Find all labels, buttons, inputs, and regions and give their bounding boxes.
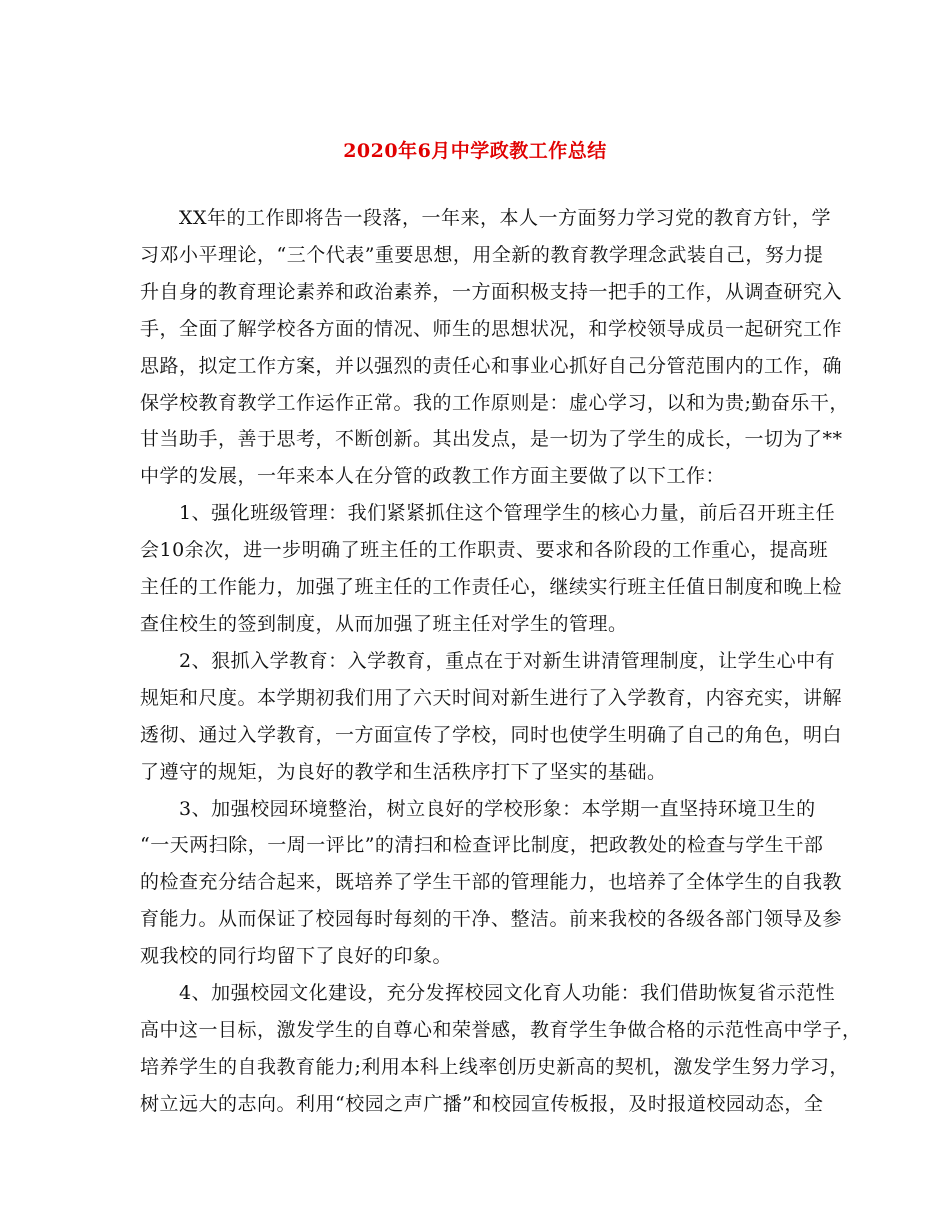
text-line: 规矩和尺度。本学期初我们用了六天时间对新生进行了入学教育，内容充实，讲解 bbox=[140, 686, 843, 709]
text-line: 1、强化班级管理：我们紧紧抓住这个管理学生的核心力量，前后召开班主任 bbox=[140, 502, 836, 525]
text-line: 会10余次，进一步明确了班主任的工作职责、要求和各阶段的工作重心，提高班 bbox=[140, 539, 829, 562]
text-line: 保学校教育教学工作运作正常。我的工作原则是：虚心学习，以和为贵;勤奋乐干， bbox=[140, 391, 849, 414]
text-line: 培养学生的自我教育能力;利用本科上线率创历史新高的契机，激发学生努力学习， bbox=[140, 1055, 849, 1078]
text-line: 习邓小平理论，“三个代表”重要思想，用全新的教育教学理念武装自己，努力提 bbox=[140, 243, 824, 266]
text-line: 中学的发展，一年来本人在分管的政教工作方面主要做了以下工作： bbox=[140, 465, 726, 488]
text-line: 透彻、通过入学教育，一方面宣传了学校，同时也使学生明确了自己的角色，明白 bbox=[140, 723, 843, 746]
text-line: 观我校的同行均留下了良好的印象。 bbox=[140, 945, 453, 968]
text-line: 了遵守的规矩，为良好的教学和生活秩序打下了坚实的基础。 bbox=[140, 760, 667, 783]
text-line: XX年的工作即将告一段落，一年来，本人一方面努力学习党的教育方针，学 bbox=[140, 207, 832, 229]
text-line: 思路，拟定工作方案，并以强烈的责任心和事业心抓好自己分管范围内的工作，确 bbox=[140, 354, 843, 377]
text-line: 4、加强校园文化建设，充分发挥校园文化育人功能：我们借助恢复省示范性 bbox=[140, 982, 836, 1005]
text-line: 甘当助手，善于思考，不断创新。其出发点，是一切为了学生的成长，一切为了** bbox=[140, 428, 843, 451]
text-line: 手，全面了解学校各方面的情况、师生的思想状况，和学校领导成员一起研究工作 bbox=[140, 317, 843, 340]
document-body bbox=[140, 200, 862, 1123]
text-line: 主任的工作能力，加强了班主任的工作责任心，继续实行班主任值日制度和晚上检 bbox=[140, 576, 843, 599]
text-line: “一天两扫除，一周一评比”的清扫和检查评比制度，把政教处的检查与学生干部 bbox=[140, 834, 824, 857]
text-line: 3、加强校园环境整治，树立良好的学校形象：本学期一直坚持环境卫生的 bbox=[140, 797, 816, 820]
text-line: 树立远大的志向。利用“校园之声广播”和校园宣传板报，及时报道校园动态，全 bbox=[140, 1092, 824, 1115]
text-line: 的检查充分结合起来，既培养了学生干部的管理能力，也培养了全体学生的自我教 bbox=[140, 871, 843, 894]
text-line: 高中这一目标，激发学生的自尊心和荣誉感，教育学生争做合格的示范性高中学子， bbox=[140, 1018, 862, 1041]
text-line: 育能力。从而保证了校园每时每刻的干净、整洁。前来我校的各级各部门领导及参 bbox=[140, 908, 843, 931]
document-title: 2020年6月中学政教工作总结 bbox=[343, 140, 607, 162]
text-line: 2、狠抓入学教育：入学教育，重点在于对新生讲清管理制度，让学生心中有 bbox=[140, 649, 836, 672]
text-line: 升自身的教育理论素养和政治素养，一方面积极支持一把手的工作，从调查研究入 bbox=[140, 280, 843, 303]
text-line: 查住校生的签到制度，从而加强了班主任对学生的管理。 bbox=[140, 612, 628, 635]
